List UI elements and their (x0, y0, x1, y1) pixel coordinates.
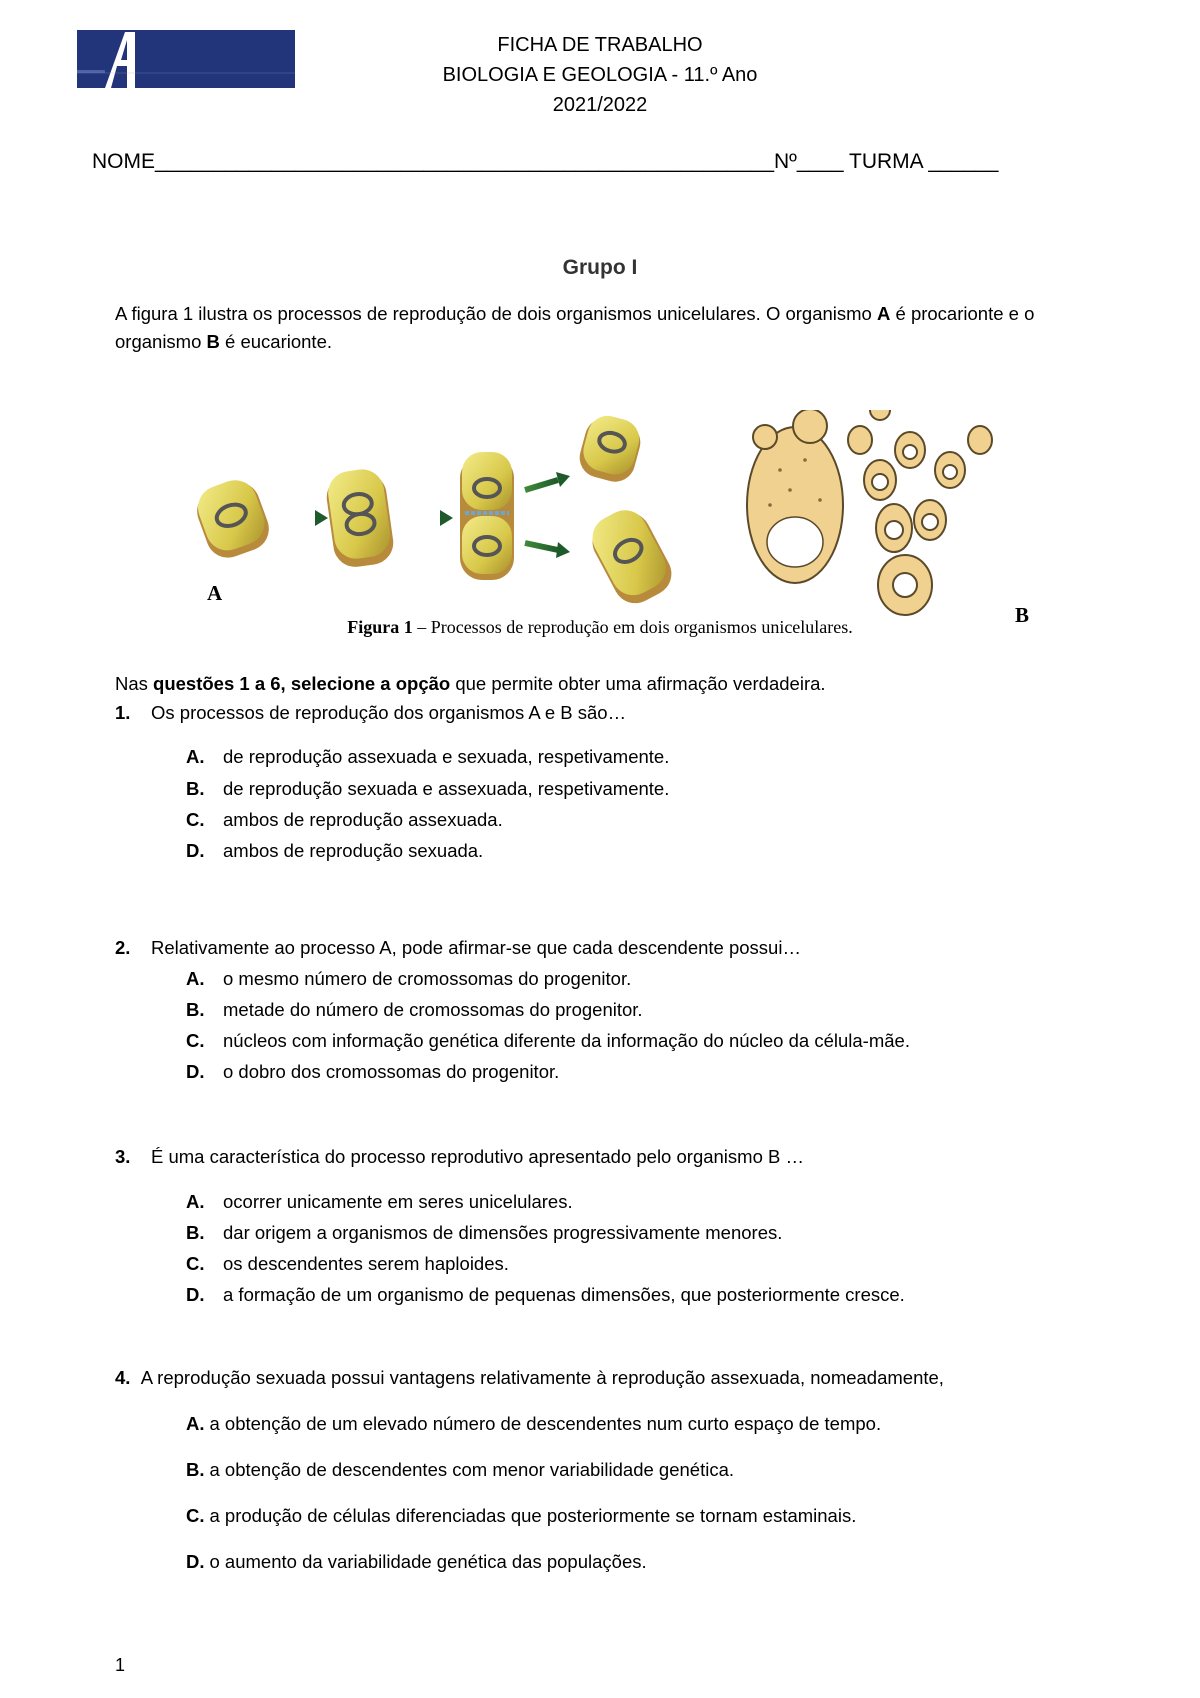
option-text: o mesmo número de cromossomas do progenitor. (223, 968, 632, 989)
option-1d (186, 840, 483, 862)
option-3d (186, 1284, 905, 1306)
option-4b (186, 1459, 734, 1481)
caption-text: – Processos de reprodução em dois organismos unicelulares. (412, 617, 853, 637)
option-letter: D. (186, 1284, 205, 1305)
question-text: Os processos de reprodução dos organismos A e B são… (151, 702, 627, 723)
option-3c (186, 1253, 509, 1275)
bacterium-cell-2 (323, 466, 396, 569)
option-text: metade do número de cromossomas do progenitor. (223, 999, 643, 1020)
option-letter: B. (186, 1459, 205, 1480)
option-letter: A. (186, 968, 205, 989)
arrow-2 (405, 510, 453, 526)
question-text: É uma característica do processo reprodutivo apresentado pelo organismo B … (151, 1146, 804, 1167)
section-title: Grupo I (562, 256, 638, 279)
instructions-pre: Nas (115, 673, 154, 694)
option-letter: B. (186, 999, 205, 1020)
option-text: ocorrer unicamente em seres unicelulares. (223, 1191, 573, 1212)
bacterium-cell-dividing (460, 452, 514, 580)
question-text: A reprodução sexuada possui vantagens relativamente à reprodução assexuada, nomeadamente, (140, 1367, 944, 1388)
option-letter: D. (186, 1551, 205, 1572)
figure-caption (0, 617, 1200, 638)
question-number: 4. (115, 1367, 131, 1388)
question-text: Relativamente ao processo A, pode afirmar-se que cada descendente possui… (151, 937, 801, 958)
reproduction-illustration (190, 410, 1090, 640)
subject-title: BIOLOGIA E GEOLOGIA - 11.º Ano (442, 64, 758, 86)
question-2 (115, 937, 801, 959)
arrow-3 (525, 472, 570, 490)
student-info-line: NOME_____________________________________________________Nº____ TURMA ______ (92, 150, 999, 173)
intro-organism-a: A (877, 303, 891, 324)
instructions-post: que permite obter uma afirmação verdadeira. (450, 673, 826, 694)
option-4d (186, 1551, 647, 1573)
option-letter: C. (186, 809, 205, 830)
option-letter: B. (186, 778, 205, 799)
option-1b (186, 778, 669, 800)
option-text: ambos de reprodução sexuada. (223, 840, 484, 861)
intro-organism-b: B (206, 331, 220, 352)
option-1a (186, 746, 669, 768)
option-letter: C. (186, 1030, 205, 1051)
option-letter: B. (186, 1222, 205, 1243)
option-text: a formação de um organismo de pequenas dimensões, que posteriormente cresce. (223, 1284, 905, 1305)
bacterium-daughter-1 (575, 411, 645, 486)
arrow-1 (280, 510, 328, 526)
option-text: de reprodução sexuada e assexuada, respetivamente. (223, 778, 670, 799)
option-text: a produção de células diferenciadas que posteriormente se tornam estaminais. (209, 1505, 857, 1526)
option-text: o dobro dos cromossomas do progenitor. (223, 1061, 560, 1082)
option-text: a obtenção de um elevado número de descendentes num curto espaço de tempo. (209, 1413, 882, 1434)
option-letter: D. (186, 840, 205, 861)
question-1 (115, 702, 626, 724)
option-3b (186, 1222, 782, 1244)
option-text: os descendentes serem haploides. (223, 1253, 509, 1274)
option-letter: C. (186, 1253, 205, 1274)
option-1c (186, 809, 503, 831)
option-2b (186, 999, 643, 1021)
intro-text-3: é eucarionte. (219, 331, 332, 352)
option-text: a obtenção de descendentes com menor variabilidade genética. (209, 1459, 735, 1480)
label-organism-a: A (207, 581, 223, 605)
page-number: 1 (115, 1655, 126, 1675)
option-letter: D. (186, 1061, 205, 1082)
caption-label: Figura 1 (347, 617, 413, 637)
option-2a (186, 968, 631, 990)
option-letter: C. (186, 1505, 205, 1526)
option-text: núcleos com informação genética diferente da informação do núcleo da célula-mãe. (223, 1030, 910, 1051)
option-text: ambos de reprodução assexuada. (223, 809, 503, 830)
instructions (115, 673, 826, 695)
yeast-colony (848, 410, 992, 615)
figure-1 (190, 410, 1090, 640)
option-text: dar origem a organismos de dimensões progressivamente menores. (223, 1222, 783, 1243)
intro-paragraph (115, 300, 1115, 356)
option-letter: A. (186, 1191, 205, 1212)
option-letter: A. (186, 1413, 205, 1434)
option-letter: A. (186, 746, 205, 767)
option-4a (186, 1413, 881, 1435)
intro-text-1: A figura 1 ilustra os processos de reprodução de dois organismos unicelulares. O organismo (115, 303, 877, 324)
option-2c (186, 1030, 910, 1052)
question-number: 1. (115, 702, 131, 723)
option-3a (186, 1191, 573, 1213)
school-year: 2021/2022 (552, 94, 648, 116)
instructions-bold: questões 1 a 6, selecione a opção (153, 673, 451, 694)
question-number: 3. (115, 1146, 131, 1167)
arrow-4 (525, 542, 570, 558)
label-organism-b: B (1015, 603, 1030, 627)
option-4c (186, 1505, 856, 1527)
bacterium-daughter-2 (583, 502, 679, 611)
bacterium-cell-1 (190, 473, 275, 563)
question-number: 2. (115, 937, 131, 958)
option-2d (186, 1061, 559, 1083)
option-text: o aumento da variabilidade genética das populações. (209, 1551, 647, 1572)
worksheet-title: FICHA DE TRABALHO (497, 34, 703, 56)
option-text: de reprodução assexuada e sexuada, respetivamente. (223, 746, 670, 767)
question-4 (115, 1367, 944, 1389)
intro-text-2: é procarionte e o organismo (115, 303, 1035, 352)
question-3 (115, 1146, 804, 1168)
yeast-single-cell (747, 410, 843, 583)
